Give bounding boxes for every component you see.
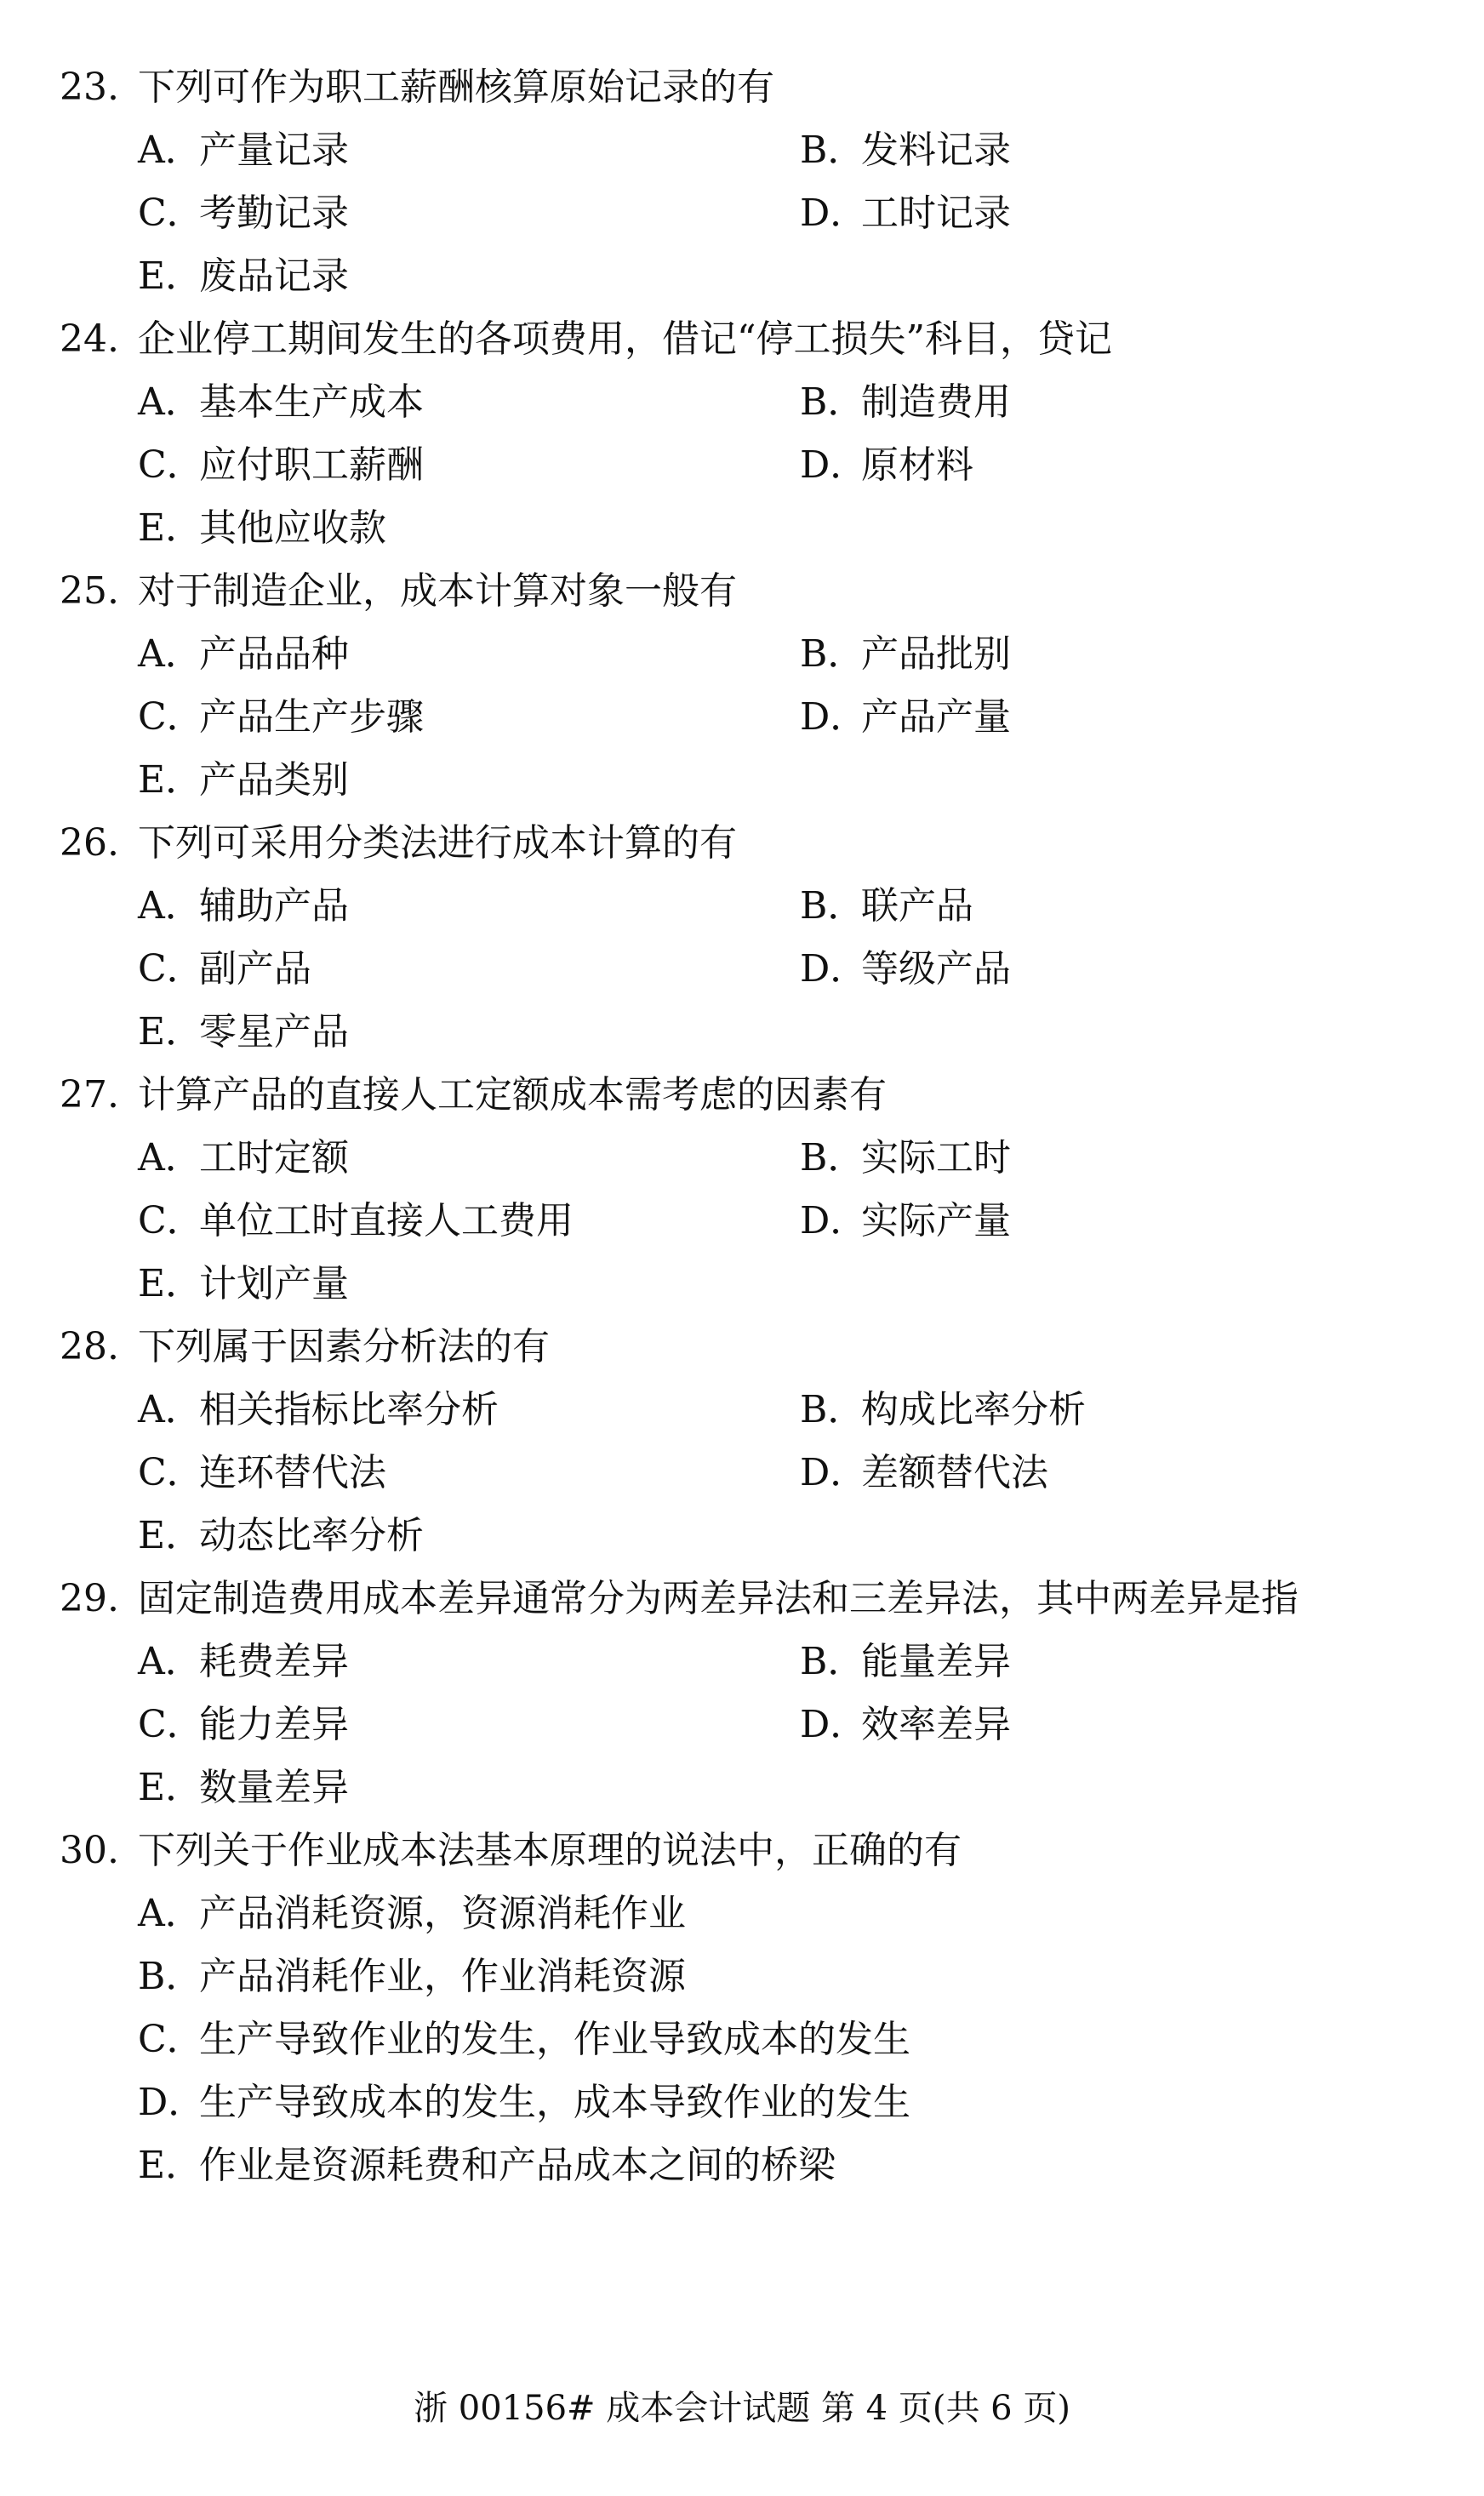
option-c: C．单位工时直接人工费用	[138, 1199, 574, 1242]
option-d: D．等级产品	[800, 947, 1011, 991]
option-a: A．工时定额	[138, 1136, 349, 1179]
question-number: 26.	[60, 821, 119, 865]
question-number: 27.	[60, 1073, 119, 1117]
question-number: 28.	[60, 1325, 119, 1368]
option-row	[60, 1379, 1464, 1442]
option-row	[60, 371, 1464, 434]
option-b: B．实际工时	[800, 1136, 1011, 1179]
question-25	[60, 560, 1464, 812]
question-28	[60, 1316, 1464, 1568]
option-row	[60, 1442, 1464, 1505]
option-b: B．产品批别	[800, 632, 1011, 676]
option-row	[60, 1253, 1464, 1316]
option-e: E．数量差异	[138, 1766, 349, 1809]
question-number: 24.	[60, 317, 119, 361]
option-c: C．连环替代法	[138, 1451, 386, 1494]
question-29	[60, 1568, 1464, 1819]
option-e: E．作业是资源耗费和产品成本之间的桥梁	[138, 2144, 836, 2187]
option-d: D．工时记录	[800, 191, 1011, 235]
option-c: C．应付职工薪酬	[138, 443, 424, 487]
option-row	[60, 1945, 1464, 2008]
option-e: E．零星产品	[138, 1010, 349, 1054]
option-row	[60, 1756, 1464, 1819]
option-a: A．基本生产成本	[138, 380, 424, 424]
question-26	[60, 812, 1464, 1064]
option-c: C．副产品	[138, 947, 311, 991]
option-row	[60, 623, 1464, 686]
question-30	[60, 1819, 1464, 2197]
option-row	[60, 1882, 1464, 1945]
option-row	[60, 1001, 1464, 1064]
question-text: 计算产品的直接人工定额成本需考虑的因素有	[138, 1073, 887, 1117]
question-stem	[60, 812, 1464, 875]
option-d: D．实际产量	[800, 1199, 1011, 1242]
option-row	[60, 182, 1464, 245]
question-stem	[60, 1819, 1464, 1882]
question-number: 23.	[60, 66, 119, 109]
option-row	[60, 1631, 1464, 1694]
option-row	[60, 1694, 1464, 1756]
option-d: D．差额替代法	[800, 1451, 1048, 1494]
question-text: 下列可作为职工薪酬核算原始记录的有	[138, 66, 774, 109]
option-row	[60, 2008, 1464, 2071]
question-text: 下列关于作业成本法基本原理的说法中，正确的有	[138, 1829, 962, 1872]
option-row	[60, 938, 1464, 1001]
option-e: E．动态比率分析	[138, 1514, 424, 1557]
option-row	[60, 1127, 1464, 1190]
question-stem	[60, 308, 1464, 371]
option-row	[60, 497, 1464, 560]
option-row	[60, 245, 1464, 308]
option-c: C．生产导致作业的发生，作业导致成本的发生	[138, 2018, 910, 2061]
question-stem	[60, 560, 1464, 623]
option-row	[60, 686, 1464, 749]
option-e: E．计划产量	[138, 1262, 349, 1305]
option-row	[60, 2134, 1464, 2197]
option-row	[60, 2071, 1464, 2134]
option-c: C．考勤记录	[138, 191, 349, 235]
option-row	[60, 749, 1464, 812]
option-a: A．耗费差异	[138, 1640, 349, 1683]
question-text: 固定制造费用成本差异通常分为两差异法和三差异法，其中两差异是指	[138, 1577, 1298, 1620]
option-row	[60, 119, 1464, 182]
option-row	[60, 434, 1464, 497]
option-e: E．其他应收款	[138, 506, 386, 550]
option-d: D．原材料	[800, 443, 973, 487]
question-text: 下列可采用分类法进行成本计算的有	[138, 821, 737, 865]
option-e: E．废品记录	[138, 254, 349, 298]
option-b: B．联产品	[800, 884, 973, 928]
option-a: A．产量记录	[138, 129, 349, 172]
option-b: B．能量差异	[800, 1640, 1011, 1683]
option-b: B．产品消耗作业，作业消耗资源	[138, 1955, 686, 1998]
question-27	[60, 1064, 1464, 1316]
option-a: A．相关指标比率分析	[138, 1388, 499, 1431]
option-row	[60, 875, 1464, 938]
question-number: 29.	[60, 1577, 119, 1620]
question-text: 企业停工期间发生的各项费用，借记“停工损失”科目，贷记	[138, 317, 1112, 361]
option-b: B．发料记录	[800, 129, 1011, 172]
option-d: D．效率差异	[800, 1703, 1011, 1746]
question-24	[60, 308, 1464, 560]
option-a: A．产品消耗资源，资源消耗作业	[138, 1892, 686, 1935]
option-c: C．产品生产步骤	[138, 695, 424, 739]
question-stem	[60, 1568, 1464, 1631]
question-text: 下列属于因素分析法的有	[138, 1325, 550, 1368]
question-stem	[60, 1316, 1464, 1379]
question-text: 对于制造企业，成本计算对象一般有	[138, 569, 737, 613]
option-d: D．生产导致成本的发生，成本导致作业的发生	[138, 2081, 910, 2124]
question-number: 30.	[60, 1829, 119, 1872]
option-b: B．制造费用	[800, 380, 1011, 424]
option-e: E．产品类别	[138, 758, 349, 802]
question-number: 25.	[60, 569, 119, 613]
option-a: A．辅助产品	[138, 884, 349, 928]
option-b: B．构成比率分析	[800, 1388, 1086, 1431]
option-c: C．能力差异	[138, 1703, 349, 1746]
option-a: A．产品品种	[138, 632, 349, 676]
question-stem	[60, 56, 1464, 119]
question-23	[60, 56, 1464, 308]
page-footer: 浙 00156# 成本会计试题 第 4 页(共 6 页)	[414, 2389, 1070, 2428]
option-row	[60, 1505, 1464, 1568]
question-stem	[60, 1064, 1464, 1127]
option-row	[60, 1190, 1464, 1253]
option-d: D．产品产量	[800, 695, 1011, 739]
